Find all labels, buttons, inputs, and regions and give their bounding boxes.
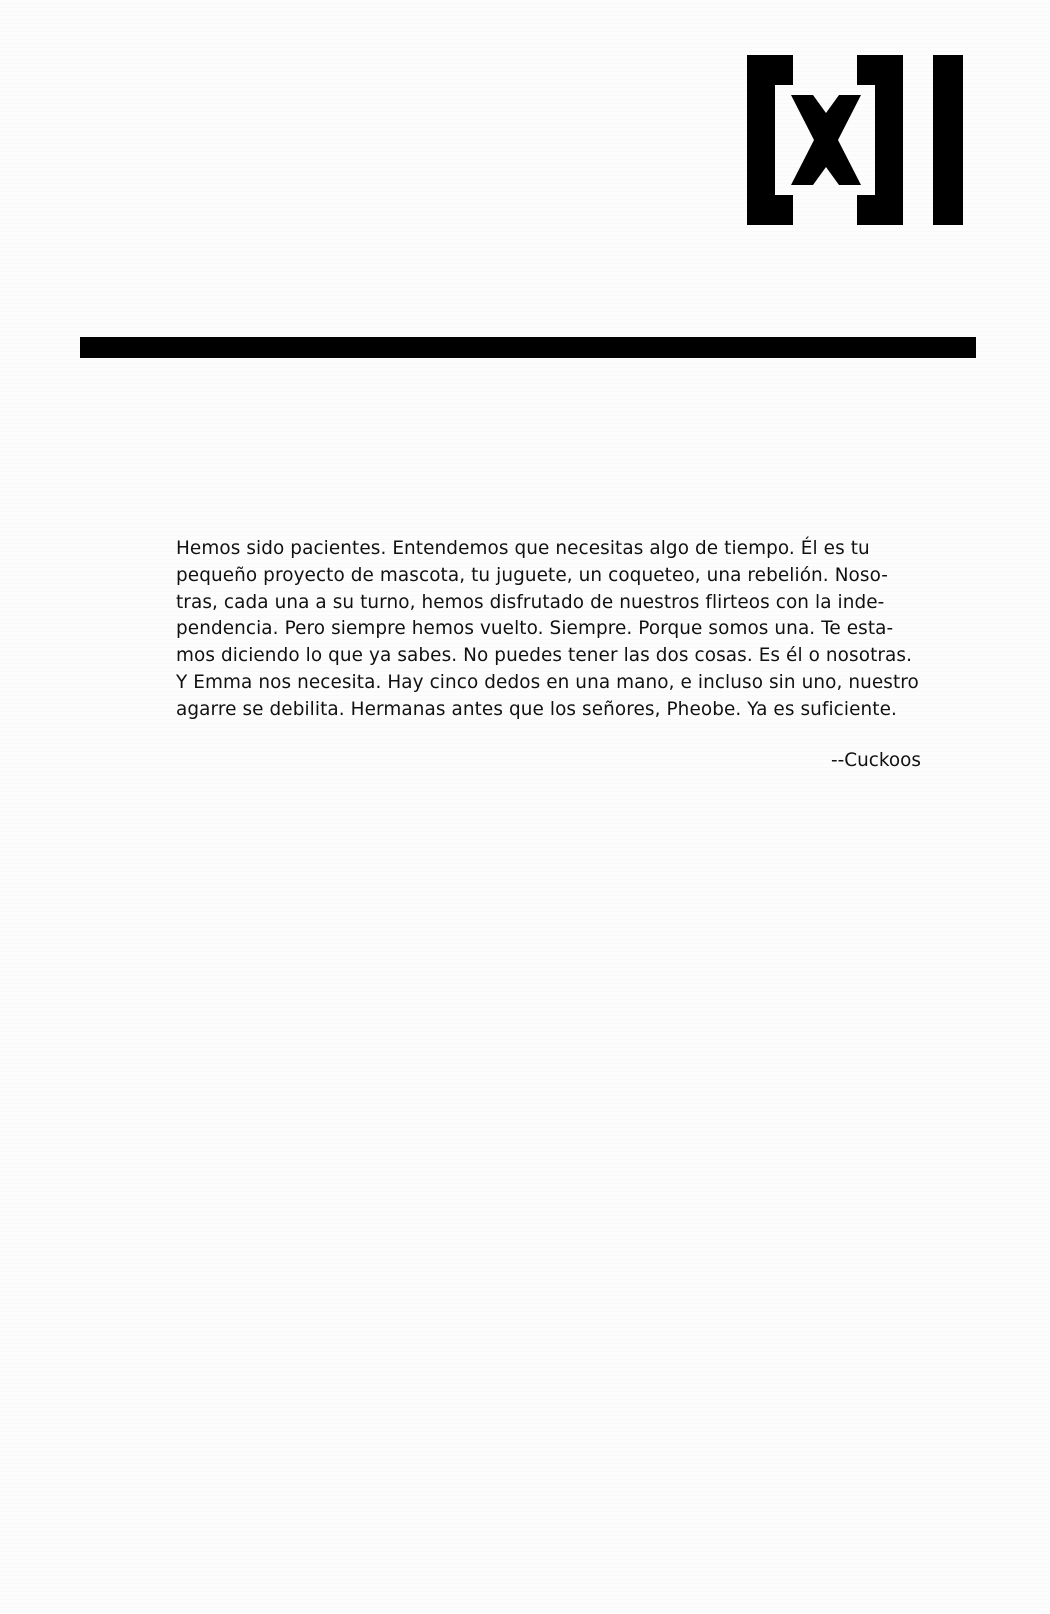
letter-line: agarre se debilita. Hermanas antes que los señores, Pheobe. Ya es suficiente. [176, 698, 897, 720]
x-men-logo-icon [747, 55, 963, 225]
letter-line: tras, cada una a su turno, hemos disfrutado de nuestros flirteos con la inde- [176, 591, 885, 613]
letter-line: mos diciendo lo que ya sabes. No puedes tener las dos cosas. Es él o nosotras. [176, 645, 913, 667]
letter-signature: --Cuckoos [831, 750, 921, 771]
letter-body [176, 536, 946, 724]
letter-line: pequeño proyecto de mascota, tu juguete, un coqueteo, una rebelión. Noso- [176, 564, 889, 586]
letter-line: Hemos sido pacientes. Entendemos que necesitas algo de tiempo. Él es tu [176, 538, 870, 559]
letter-line: Y Emma nos necesita. Hay cinco dedos en una mano, e incluso sin uno, nuestro [176, 671, 919, 693]
letter-line: pendencia. Pero siempre hemos vuelto. Siempre. Porque somos una. Te esta- [176, 618, 894, 640]
header-divider-bar [80, 337, 976, 358]
